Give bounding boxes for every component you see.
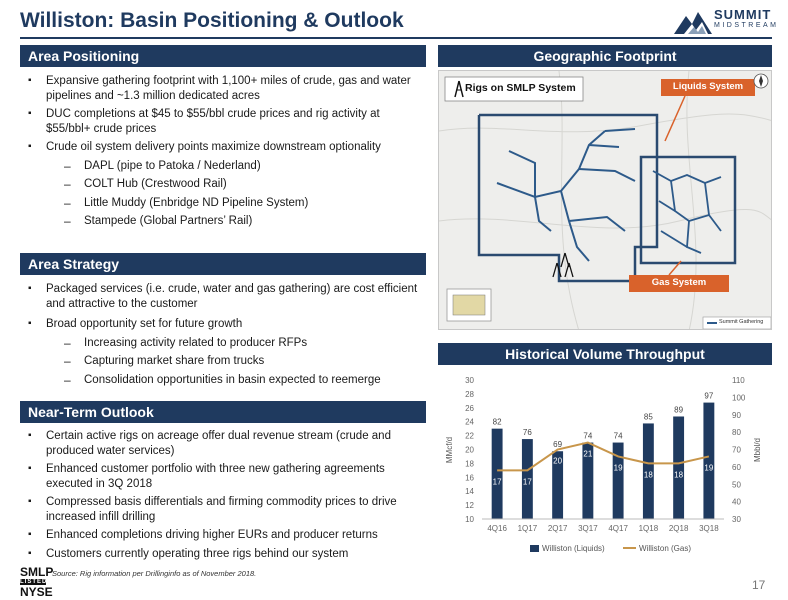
- y2-tick-label: 60: [732, 462, 741, 472]
- near-term-outlook-header: Near-Term Outlook: [20, 401, 426, 423]
- line-data-label: 17: [492, 477, 502, 487]
- x-tick-label: 1Q17: [517, 524, 538, 533]
- list-item: – DAPL (pipe to Patoka / Nederland): [20, 159, 426, 174]
- y-tick-label: 26: [465, 403, 474, 413]
- bar-data-label: 74: [613, 431, 623, 441]
- listed-tag: LISTED: [20, 579, 48, 585]
- source-note: Source: Rig information per Drillinginfo as of November 2018.: [52, 569, 257, 578]
- list-item: ▪ Customers currently operating three rigs behind our system: [20, 547, 426, 562]
- page-number: 17: [752, 578, 766, 592]
- bar-data-label: 85: [643, 412, 653, 422]
- line-data-label: 20: [553, 456, 563, 466]
- y2-tick-label: 30: [732, 515, 741, 524]
- list-item: ▪ Compressed basis differentials and firming commodity prices to drive increased infill drilling: [20, 495, 426, 524]
- area-strategy-header: Area Strategy: [20, 253, 426, 275]
- x-tick-label: 2Q17: [547, 524, 568, 533]
- y2-tick-label: 40: [732, 497, 741, 507]
- volume-chart-svg: [438, 372, 772, 562]
- mountain-icon: [674, 8, 712, 34]
- y2-tick-label: 80: [732, 428, 741, 438]
- y2-tick-label: 110: [732, 376, 745, 385]
- bar-data-label: 89: [674, 405, 684, 415]
- area-positioning-header: Area Positioning: [20, 45, 426, 67]
- bar-data-label: 82: [492, 417, 502, 427]
- x-tick-label: 2Q18: [668, 524, 689, 533]
- gas-system-label: Gas System: [651, 277, 707, 288]
- y2-tick-label: 100: [732, 393, 746, 403]
- y-tick-label: 20: [465, 445, 474, 455]
- y-tick-label: 12: [465, 501, 474, 511]
- chart-legend: [530, 544, 691, 553]
- bar-data-label: 69: [553, 440, 563, 450]
- bar-data-label: 76: [522, 428, 532, 438]
- y2-tick-label: 70: [732, 445, 741, 455]
- chart-bar: [492, 429, 503, 519]
- list-item: ▪ Crude oil system delivery points maximize downstream optionality: [20, 140, 426, 155]
- line-data-label: 17: [522, 477, 532, 487]
- chart-bar: [703, 403, 714, 519]
- area-positioning-list: [20, 74, 426, 233]
- summit-logo: [674, 6, 779, 36]
- geographic-map: [438, 70, 772, 330]
- legend-liquids: Williston (Liquids): [542, 544, 605, 553]
- line-data-label: 21: [583, 449, 593, 459]
- list-item: – Little Muddy (Enbridge ND Pipeline System): [20, 196, 426, 211]
- legend-gas: Williston (Gas): [639, 544, 692, 553]
- geographic-footprint-header: Geographic Footprint: [438, 45, 772, 67]
- y2-axis-label: Mbbl/d: [753, 437, 762, 463]
- list-item: ▪ Enhanced completions driving higher EURs and producer returns: [20, 528, 426, 543]
- page-title: Williston: Basin Positioning & Outlook: [20, 9, 404, 32]
- volume-chart: [438, 372, 772, 562]
- list-item: ▪ DUC completions at $45 to $55/bbl crude prices and rig activity at $55/bbl+ crude prices: [20, 107, 426, 136]
- line-data-label: 18: [643, 470, 653, 480]
- bar-data-label: 74: [583, 431, 593, 441]
- logo-word-summit: SUMMIT: [714, 7, 772, 22]
- list-item: – Consolidation opportunities in basin expected to reemerge: [20, 373, 426, 388]
- liquids-system-label: Liquids System: [672, 81, 744, 92]
- x-tick-label: 3Q18: [699, 524, 719, 533]
- y-tick-label: 14: [465, 487, 474, 497]
- y2-tick-label: 50: [732, 480, 741, 490]
- rigs-label: Rigs on SMLP System: [465, 82, 576, 94]
- y-tick-label: 10: [465, 515, 474, 524]
- list-item: – Stampede (Global Partners’ Rail): [20, 214, 426, 229]
- bar-data-label: 97: [704, 391, 714, 401]
- historical-volume-header: Historical Volume Throughput: [438, 343, 772, 365]
- exchange-name: NYSE: [20, 585, 53, 599]
- y-tick-label: 24: [465, 417, 474, 427]
- list-item: – Capturing market share from trucks: [20, 354, 426, 369]
- list-item: ▪ Enhanced customer portfolio with three new gathering agreements executed in 3Q 2018: [20, 462, 426, 491]
- title-divider: [20, 37, 772, 39]
- list-item: – Increasing activity related to producer RFPs: [20, 336, 426, 351]
- line-data-label: 18: [674, 470, 684, 480]
- list-item: ▪ Broad opportunity set for future growth: [20, 317, 426, 332]
- list-item: ▪ Certain active rigs on acreage offer dual revenue stream (crude and produced water services): [20, 429, 426, 458]
- chart-bar: [673, 416, 684, 519]
- line-data-label: 19: [704, 463, 714, 473]
- x-tick-label: 4Q17: [608, 524, 628, 533]
- ticker-symbol: SMLP: [20, 565, 54, 579]
- y-tick-label: 22: [465, 431, 474, 441]
- y-tick-label: 16: [465, 473, 474, 483]
- list-item: – COLT Hub (Crestwood Rail): [20, 177, 426, 192]
- y2-tick-label: 90: [732, 410, 741, 420]
- x-tick-label: 4Q16: [487, 524, 507, 533]
- near-term-outlook-list: [20, 429, 426, 565]
- y-tick-label: 28: [465, 389, 474, 399]
- x-tick-label: 3Q17: [578, 524, 598, 533]
- line-data-label: 19: [613, 463, 623, 473]
- list-item: ▪ Packaged services (i.e. crude, water and gas gathering) are cost efficient and attractive to the customer: [20, 282, 426, 311]
- y-axis-label: MMcf/d: [445, 436, 454, 464]
- area-strategy-list: [20, 282, 426, 391]
- y-tick-label: 18: [465, 459, 474, 469]
- list-item: ▪ Expansive gathering footprint with 1,100+ miles of crude, gas and water pipelines and ~1.3 million dedicated acres: [20, 74, 426, 103]
- x-tick-label: 1Q18: [638, 524, 659, 533]
- y-tick-label: 30: [465, 376, 474, 385]
- map-legend-label: Summit Gathering: [719, 319, 764, 325]
- nyse-listing-logo: [20, 566, 52, 598]
- pipeline-map: [439, 71, 772, 330]
- logo-word-midstream: MIDSTREAM: [714, 22, 779, 29]
